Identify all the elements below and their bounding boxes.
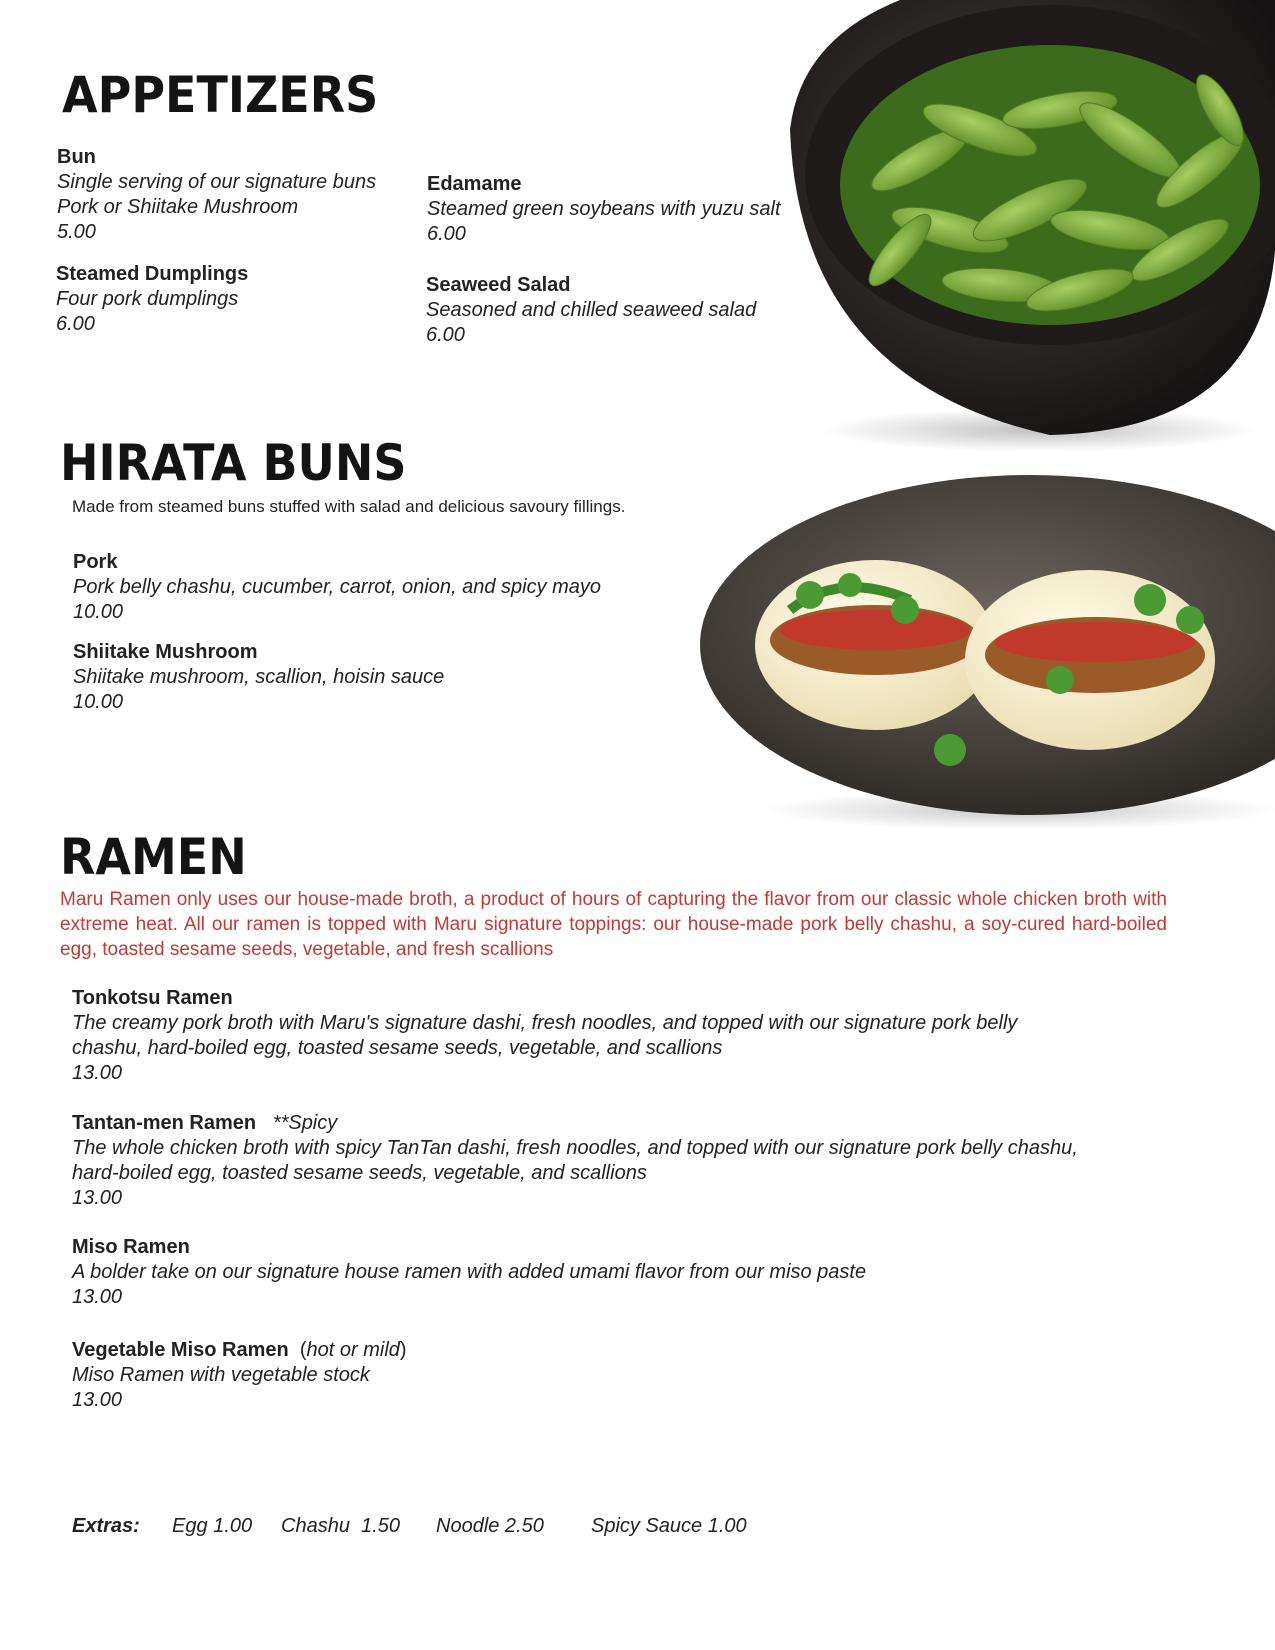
item-name: Bun <box>57 146 96 168</box>
hirata-buns-title: HIRATA BUNS <box>60 434 407 492</box>
heat-note: hot or mild <box>306 1339 400 1361</box>
item-name: Pork <box>73 551 118 573</box>
ramen-title: RAMEN <box>60 828 247 886</box>
item-price: 10.00 <box>73 691 124 713</box>
item-name: Tonkotsu Ramen <box>72 987 233 1009</box>
hirata-buns-photo <box>700 450 1275 830</box>
item-desc: Four pork dumplings <box>56 288 239 310</box>
menu-item-edamame <box>427 172 781 247</box>
extras-row <box>0 1515 1275 1545</box>
menu-item-shiitake-bun <box>73 640 444 715</box>
item-desc: Single serving of our signature buns <box>57 171 377 193</box>
menu-item-bun <box>57 145 376 245</box>
item-name: Miso Ramen <box>72 1236 190 1258</box>
menu-item-miso-ramen <box>72 1235 1172 1310</box>
item-desc-line2: chashu, hard-boiled egg, toasted sesame seeds, vegetable, and scallions <box>72 1037 723 1059</box>
item-price: 13.00 <box>72 1286 123 1308</box>
item-name: Vegetable Miso Ramen <box>72 1339 289 1361</box>
extra-chashu: Chashu 1.50 <box>281 1515 400 1537</box>
menu-item-pork-bun <box>73 550 601 625</box>
item-price: 6.00 <box>427 223 466 245</box>
item-desc: The creamy pork broth with Maru's signature dashi, fresh noodles, and topped with our signature pork belly <box>72 1012 1018 1034</box>
menu-item-steamed-dumplings <box>56 262 248 337</box>
item-price: 5.00 <box>57 221 96 243</box>
extra-egg: Egg 1.00 <box>172 1515 253 1537</box>
menu-item-tonkotsu-ramen <box>72 986 1172 1086</box>
menu-item-tantan-men-ramen <box>72 1111 1172 1211</box>
item-price: 6.00 <box>56 313 95 335</box>
item-desc: Pork belly chashu, cucumber, carrot, onion, and spicy mayo <box>73 576 602 598</box>
item-name-row <box>72 1111 1172 1136</box>
item-price: 13.00 <box>72 1062 123 1084</box>
item-desc-line2: hard-boiled egg, toasted sesame seeds, vegetable, and scallions <box>72 1162 647 1184</box>
extra-noodle: Noodle 2.50 <box>436 1515 544 1537</box>
item-desc-line2: Pork or Shiitake Mushroom <box>57 196 299 218</box>
item-desc: Miso Ramen with vegetable stock <box>72 1364 370 1386</box>
item-price: 13.00 <box>72 1187 123 1209</box>
item-price: 10.00 <box>73 601 124 623</box>
ramen-intro: Maru Ramen only uses our house-made broth, a product of hours of capturing the flavor from our classic whole chicken broth with extreme heat. All our ramen is topped with Maru signature toppings: our house-made pork belly chashu, a soy-cured hard-boiled egg, toasted sesame seeds, vegetable, and fresh scallions <box>60 889 1167 960</box>
item-desc: A bolder take on our signature house ramen with added umami flavor from our miso paste <box>72 1261 867 1283</box>
item-name: Shiitake Mushroom <box>73 641 258 663</box>
hirata-buns-intro: Made from steamed buns stuffed with salad and delicious savoury fillings. <box>72 497 626 516</box>
item-desc: Shiitake mushroom, scallion, hoisin sauce <box>73 666 445 688</box>
item-name: Edamame <box>427 173 522 195</box>
item-desc: The whole chicken broth with spicy TanTan dashi, fresh noodles, and topped with our signature pork belly chashu, <box>72 1137 1078 1159</box>
menu-item-seaweed-salad <box>426 273 756 348</box>
item-price: 13.00 <box>72 1389 123 1411</box>
item-name-row <box>72 1338 1172 1363</box>
item-desc: Steamed green soybeans with yuzu salt <box>427 198 781 220</box>
spicy-note: **Spicy <box>272 1112 338 1134</box>
extra-spicy-sauce: Spicy Sauce 1.00 <box>591 1515 747 1537</box>
item-name: Steamed Dumplings <box>56 263 249 285</box>
item-price: 6.00 <box>426 324 465 346</box>
menu-item-vegetable-miso-ramen <box>72 1338 1172 1413</box>
item-name: Seaweed Salad <box>426 274 571 296</box>
edamame-bowl-photo <box>780 0 1275 450</box>
heat-note-open: ( <box>299 1339 307 1361</box>
item-name: Tantan-men Ramen <box>72 1112 257 1134</box>
heat-note-close: ) <box>399 1339 407 1361</box>
item-desc: Seasoned and chilled seaweed salad <box>426 299 757 321</box>
extras-label: Extras: <box>72 1515 140 1537</box>
appetizers-title: APPETIZERS <box>62 66 379 124</box>
